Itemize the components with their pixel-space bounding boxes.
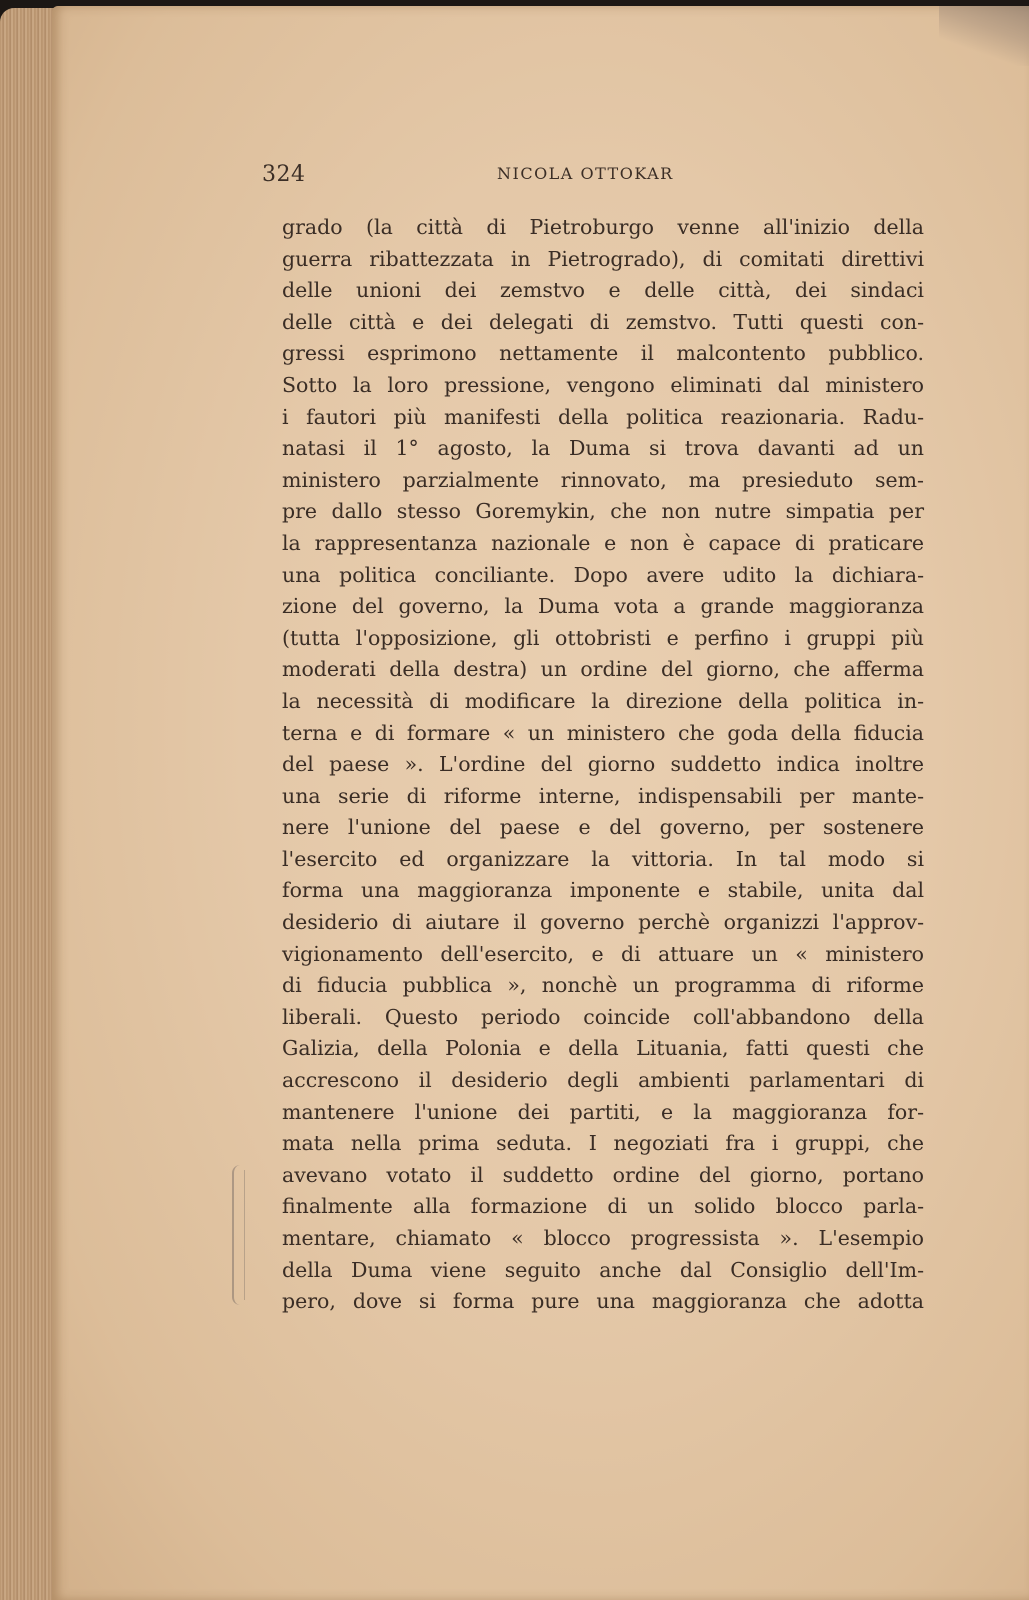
- text-line: Sotto la loro pressione, vengono eliminati dal ministero: [282, 372, 924, 397]
- text-line: vigionamento dell'esercito, e di attuare un « ministero: [282, 941, 924, 966]
- text-line: finalmente alla formazione di un solido blocco parla-: [282, 1194, 924, 1219]
- text-line: moderati della destra) un ordine del giorno, che afferma: [282, 657, 924, 682]
- body-text: [282, 212, 924, 1318]
- text-line: la rappresentanza nazionale e non è capace di praticare: [282, 530, 924, 555]
- text-line: liberali. Questo periodo coincide coll'abbandono della: [282, 1004, 924, 1029]
- text-line: nere l'unione del paese e del governo, per sostenere: [282, 815, 924, 840]
- text-line: delle unioni dei zemstvo e delle città, dei sindaci: [282, 278, 924, 303]
- text-line: del paese ». L'ordine del giorno suddetto indica inoltre: [282, 752, 924, 777]
- text-line: desiderio di aiutare il governo perchè organizzi l'approv-: [282, 910, 924, 935]
- text-line: gressi esprimono nettamente il malcontento pubblico.: [282, 341, 924, 366]
- text-line: mentare, chiamato « blocco progressista ». L'esempio: [282, 1226, 924, 1250]
- page-header: [262, 160, 952, 190]
- page-number: 324: [262, 162, 306, 187]
- text-line: grado (la città di Pietroburgo venne all'inizio della: [282, 215, 924, 239]
- text-line: zione del governo, la Duma vota a grande maggioranza: [282, 594, 924, 619]
- text-line: una politica conciliante. Dopo avere udito la dichiara-: [282, 562, 924, 587]
- text-line: forma una maggioranza imponente e stabile, unita dal: [282, 878, 924, 903]
- text-line: pero, dove si forma pure una maggioranza che adotta: [282, 1289, 924, 1314]
- corner-fold: [939, 6, 1029, 66]
- text-line: (tutta l'opposizione, gli ottobristi e perfino i gruppi più: [282, 625, 924, 650]
- pencil-margin-mark-inner: [244, 1170, 255, 1300]
- text-line: della Duma viene seguito anche dal Consiglio dell'Im-: [282, 1257, 924, 1282]
- text-line: avevano votato il suddetto ordine del giorno, portano: [282, 1162, 924, 1187]
- text-line: natasi il 1° agosto, la Duma si trova davanti ad un: [282, 436, 924, 461]
- text-line: pre dallo stesso Goremykin, che non nutre simpatia per: [282, 499, 924, 524]
- text-line: mata nella prima seduta. I negoziati fra i gruppi, che: [282, 1131, 924, 1156]
- text-line: accrescono il desiderio degli ambienti parlamentari di: [282, 1068, 924, 1093]
- text-line: Galizia, della Polonia e della Lituania, fatti questi che: [282, 1036, 924, 1061]
- running-head: NICOLA OTTOKAR: [497, 164, 674, 183]
- text-line: i fautori più manifesti della politica reazionaria. Radu-: [282, 404, 924, 429]
- text-line: una serie di riforme interne, indispensabili per mante-: [282, 783, 924, 808]
- text-line: terna e di formare « un ministero che goda della fiducia: [282, 720, 924, 745]
- text-line: l'esercito ed organizzare la vittoria. In tal modo si: [282, 846, 924, 871]
- text-line: di fiducia pubblica », nonchè un programma di riforme: [282, 973, 924, 998]
- text-line: mantenere l'unione dei partiti, e la maggioranza for-: [282, 1099, 924, 1124]
- text-line: guerra ribattezzata in Pietrogrado), di comitati direttivi: [282, 246, 924, 271]
- text-line: la necessità di modificare la direzione della politica in-: [282, 688, 924, 713]
- text-line: delle città e dei delegati di zemstvo. Tutti questi con-: [282, 309, 924, 334]
- text-line: ministero parzialmente rinnovato, ma presieduto sem-: [282, 467, 924, 492]
